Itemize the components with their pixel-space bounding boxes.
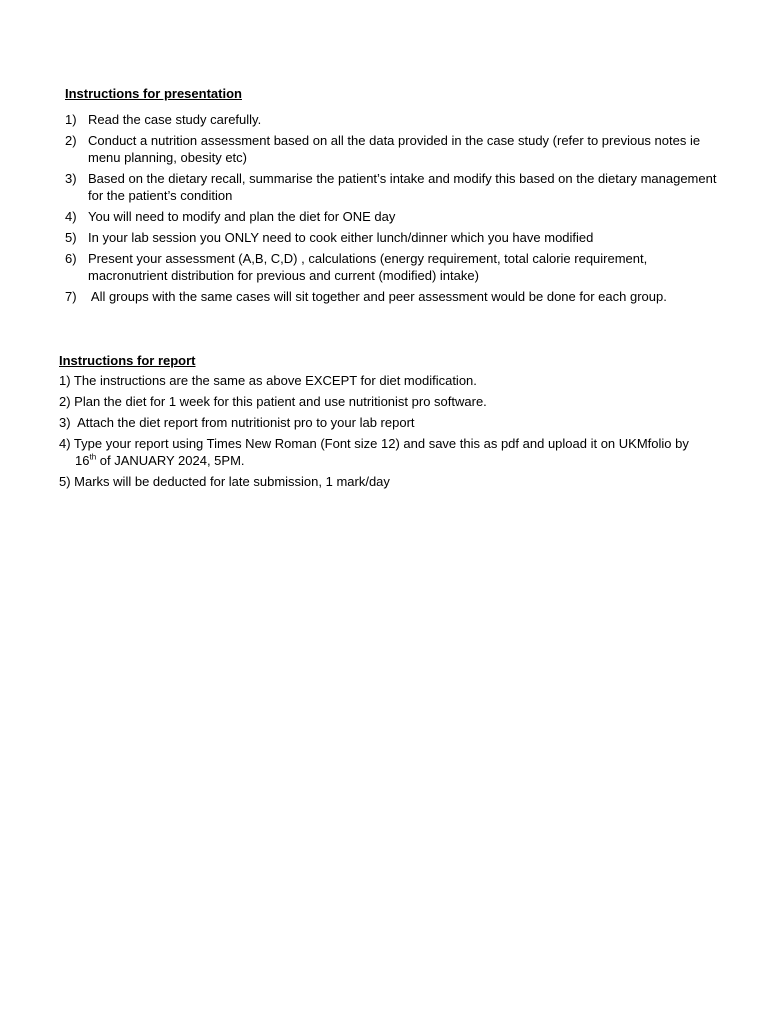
list-item: 2) Plan the diet for 1 week for this patient and use nutritionist pro software. [59, 394, 487, 409]
list-item [65, 229, 725, 246]
list-item [65, 208, 725, 225]
list-item: 3) Attach the diet report from nutritionist pro to your lab report [59, 415, 415, 430]
list-item-text: You will need to modify and plan the diet for ONE day [88, 209, 396, 224]
list-item-number: 5) [65, 230, 77, 245]
deadline-day: 16 [75, 453, 90, 468]
list-item-number: 4) [65, 209, 77, 224]
list-item-text: Based on the dietary recall, summarise the patient’s intake and modify this based on the dietary management for the patient’s condition [88, 171, 717, 203]
deadline-day-suffix: th [89, 452, 97, 462]
list-item [65, 132, 725, 166]
list-item-text: Conduct a nutrition assessment based on all the data provided in the case study (refer to previous notes ie menu planning, obesity etc) [88, 133, 701, 165]
list-item [65, 170, 725, 204]
list-item-number: 7) [65, 289, 77, 304]
list-item [59, 435, 739, 469]
deadline-rest: of JANUARY 2024, 5PM. [96, 453, 245, 468]
deadline-text [59, 452, 739, 469]
presentation-instructions-list [65, 111, 725, 309]
presentation-heading: Instructions for presentation [65, 86, 242, 101]
list-item-number: 1) [65, 112, 77, 127]
list-item-number: 2) [65, 133, 77, 148]
list-item: 5) Marks will be deducted for late submission, 1 mark/day [59, 474, 390, 489]
report-instructions-list [59, 372, 739, 494]
list-item-text: Read the case study carefully. [88, 112, 262, 127]
list-item [65, 111, 725, 128]
list-item-number: 3) [65, 171, 77, 186]
list-item-number: 6) [65, 251, 77, 266]
list-item-text: All groups with the same cases will sit together and peer assessment would be done for each group. [88, 289, 667, 304]
list-item-text: In your lab session you ONLY need to cook either lunch/dinner which you have modified [88, 230, 594, 245]
list-item-text: Present your assessment (A,B, C,D) , calculations (energy requirement, total calorie requirement, macronutrient distribution for previous and current (modified) intake) [88, 251, 648, 283]
list-item [65, 250, 725, 284]
list-item: 1) The instructions are the same as above EXCEPT for diet modification. [59, 373, 477, 388]
report-heading: Instructions for report [59, 353, 196, 368]
list-item-text: 4) Type your report using Times New Roman (Font size 12) and save this as pdf and upload it on UKMfolio by [59, 436, 689, 451]
list-item [65, 288, 725, 305]
